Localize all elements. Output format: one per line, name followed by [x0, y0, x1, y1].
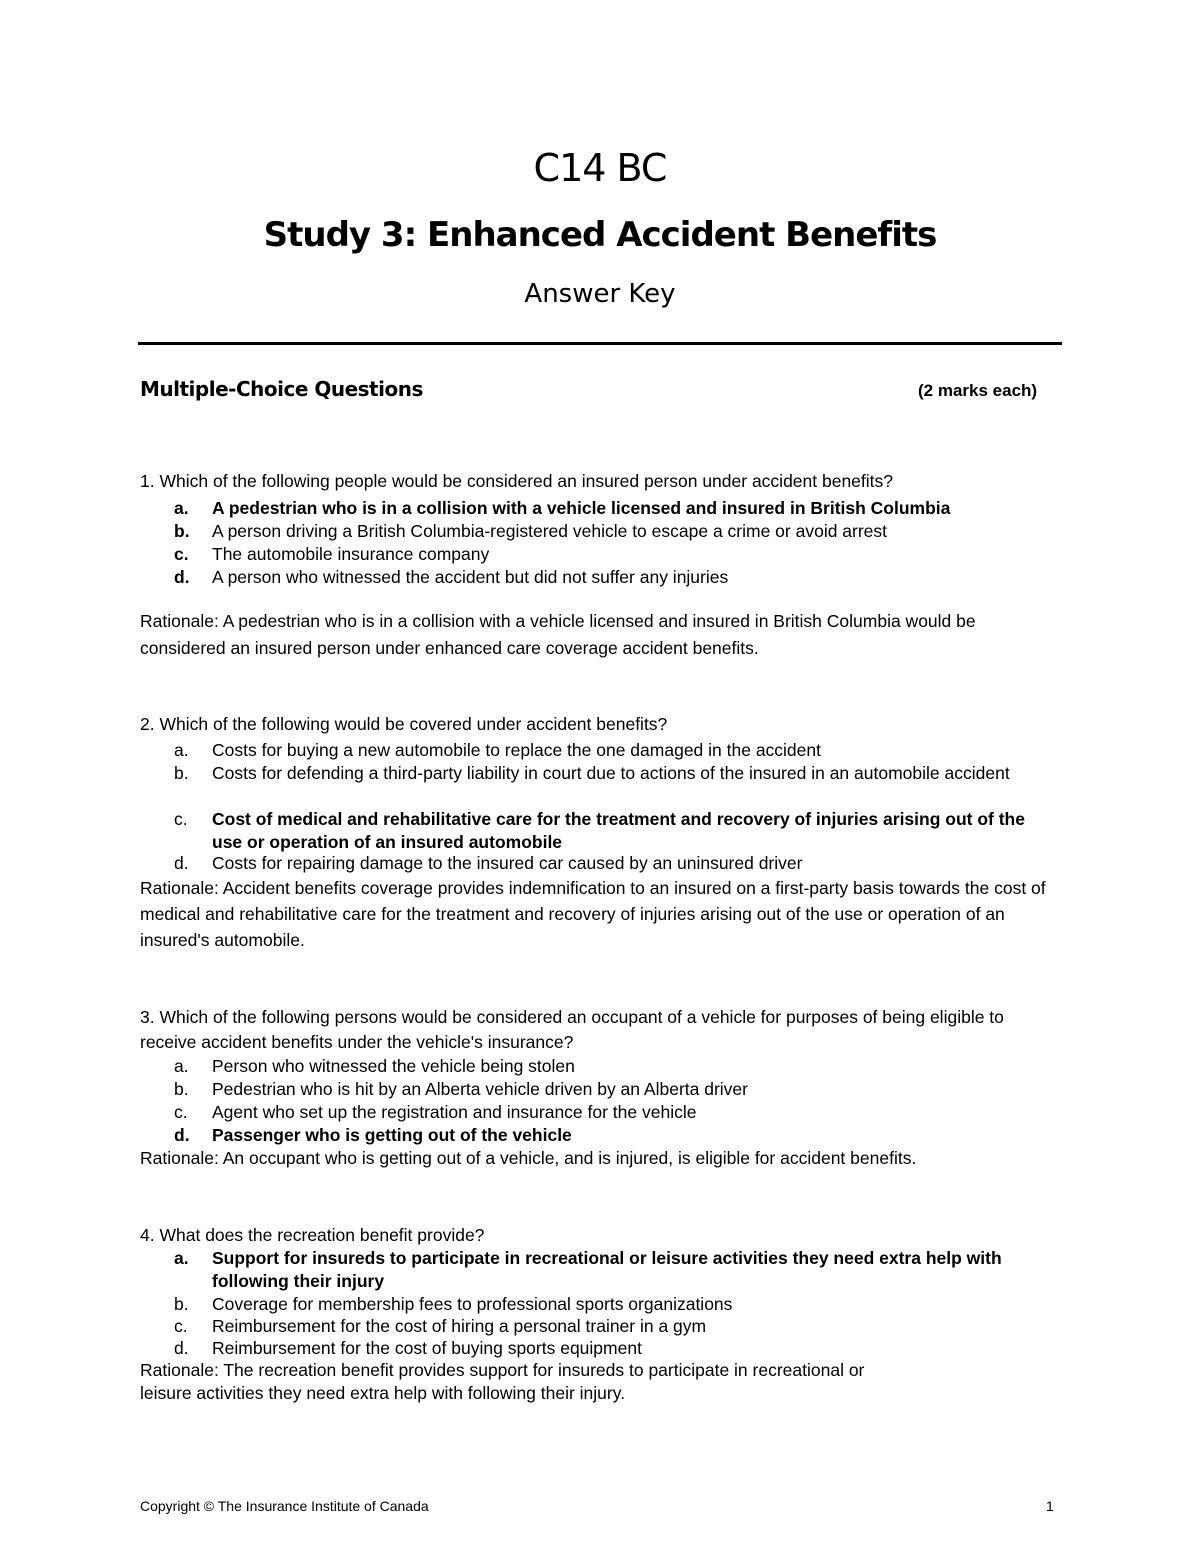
option-letter: b.: [174, 1294, 189, 1314]
q4-option-c: [174, 1315, 1054, 1338]
question-text: What does the recreation benefit provide?: [159, 1225, 485, 1245]
option-text: Costs for buying a new automobile to replace the one damaged in the accident: [212, 740, 821, 760]
q3-rationale: Rationale: An occupant who is getting out of a vehicle, and is injured, is eligible for accident benefits.: [140, 1148, 917, 1168]
q1-option-c: [174, 543, 1054, 566]
option-letter: d.: [174, 853, 189, 873]
question-text: Which of the following persons would be considered an occupant of a vehicle for purposes of being eligible to receive accident benefits under the vehicle's insurance?: [140, 1007, 1004, 1052]
option-text: Costs for repairing damage to the insured car caused by an uninsured driver: [212, 853, 803, 873]
option-text: Coverage for membership fees to professional sports organizations: [212, 1294, 733, 1314]
option-letter: a.: [174, 498, 189, 518]
course-title: C14 BC: [533, 146, 667, 190]
q2-option-b: [174, 762, 1054, 785]
q4-option-a: [174, 1247, 1054, 1293]
page-number: 1: [1046, 1498, 1054, 1514]
q2-option-a: [174, 739, 1054, 762]
question-number: 1.: [140, 471, 155, 491]
q4-option-d: [174, 1337, 1054, 1360]
question-2: [140, 713, 1060, 736]
header-divider: [138, 342, 1062, 345]
option-text: Reimbursement for the cost of buying sports equipment: [212, 1338, 642, 1358]
option-letter: b.: [174, 521, 190, 541]
option-letter: c.: [174, 1102, 188, 1122]
question-number: 2.: [140, 714, 155, 734]
option-text: Agent who set up the registration and insurance for the vehicle: [212, 1102, 697, 1122]
section-title: Multiple-Choice Questions: [140, 377, 423, 401]
q3-option-c: [174, 1101, 1054, 1124]
question-number: 4.: [140, 1225, 155, 1245]
question-number: 3.: [140, 1007, 155, 1027]
q3-option-a: [174, 1055, 1054, 1078]
option-text: Cost of medical and rehabilitative care for the treatment and recovery of injuries arising out of the use or operation of an insured automobile: [212, 809, 1025, 852]
marks-note: (2 marks each): [918, 381, 1038, 400]
option-letter: a.: [174, 1056, 189, 1076]
question-4: [140, 1224, 1060, 1247]
option-text: Support for insureds to participate in recreational or leisure activities they need extra help with following their injury: [212, 1248, 1002, 1291]
q1-option-b: [174, 520, 1054, 543]
q3-option-d: [174, 1124, 1054, 1147]
option-text: A person who witnessed the accident but did not suffer any injuries: [212, 567, 729, 587]
option-text: Reimbursement for the cost of hiring a personal trainer in a gym: [212, 1316, 707, 1336]
q2-option-c: [174, 808, 1054, 854]
option-letter: d.: [174, 1338, 189, 1358]
option-text: Person who witnessed the vehicle being stolen: [212, 1056, 575, 1076]
option-text: The automobile insurance company: [212, 544, 490, 564]
option-letter: d.: [174, 1125, 190, 1145]
option-text: A pedestrian who is in a collision with a vehicle licensed and insured in British Columbia: [212, 498, 951, 518]
question-1: [140, 470, 1060, 493]
q2-rationale: Rationale: Accident benefits coverage provides indemnification to an insured on a first-party basis towards the cost of medical and rehabilitative care for the treatment and recovery of injuries arising out of the use or operation of an insured's automobile.: [140, 878, 1046, 950]
option-text: Costs for defending a third-party liability in court due to actions of the insured in an automobile accident: [212, 763, 1010, 783]
q1-option-d: [174, 566, 1054, 589]
option-letter: c.: [174, 809, 188, 829]
option-letter: a.: [174, 740, 189, 760]
option-letter: c.: [174, 544, 189, 564]
question-text: Which of the following people would be considered an insured person under accident benefits?: [159, 471, 894, 491]
option-letter: d.: [174, 567, 190, 587]
study-title: Study 3: Enhanced Accident Benefits: [263, 215, 937, 255]
answer-key-subtitle: Answer Key: [524, 279, 676, 309]
option-text: A person driving a British Columbia-registered vehicle to escape a crime or avoid arrest: [212, 521, 888, 541]
q4-rationale: [140, 1359, 1060, 1405]
option-letter: b.: [174, 763, 189, 783]
q2-option-d: [174, 852, 1054, 875]
rationale-line: Rationale: The recreation benefit provides support for insureds to participate in recreational or: [140, 1360, 865, 1380]
q1-rationale: Rationale: A pedestrian who is in a collision with a vehicle licensed and insured in British Columbia would be considered an insured person under enhanced care coverage accident benefits.: [140, 611, 976, 658]
option-text: Passenger who is getting out of the vehicle: [212, 1125, 572, 1145]
option-letter: c.: [174, 1316, 188, 1336]
q4-option-b: [174, 1293, 1054, 1316]
question-text: Which of the following would be covered under accident benefits?: [159, 714, 668, 734]
q3-option-b: [174, 1078, 1054, 1101]
q1-option-a: [174, 497, 1054, 520]
question-3: [140, 1005, 1060, 1055]
option-letter: b.: [174, 1079, 189, 1099]
footer-copyright: Copyright © The Insurance Institute of Canada: [140, 1498, 429, 1514]
option-letter: a.: [174, 1248, 189, 1268]
rationale-line: leisure activities they need extra help with following their injury.: [140, 1383, 626, 1403]
option-text: Pedestrian who is hit by an Alberta vehicle driven by an Alberta driver: [212, 1079, 748, 1099]
